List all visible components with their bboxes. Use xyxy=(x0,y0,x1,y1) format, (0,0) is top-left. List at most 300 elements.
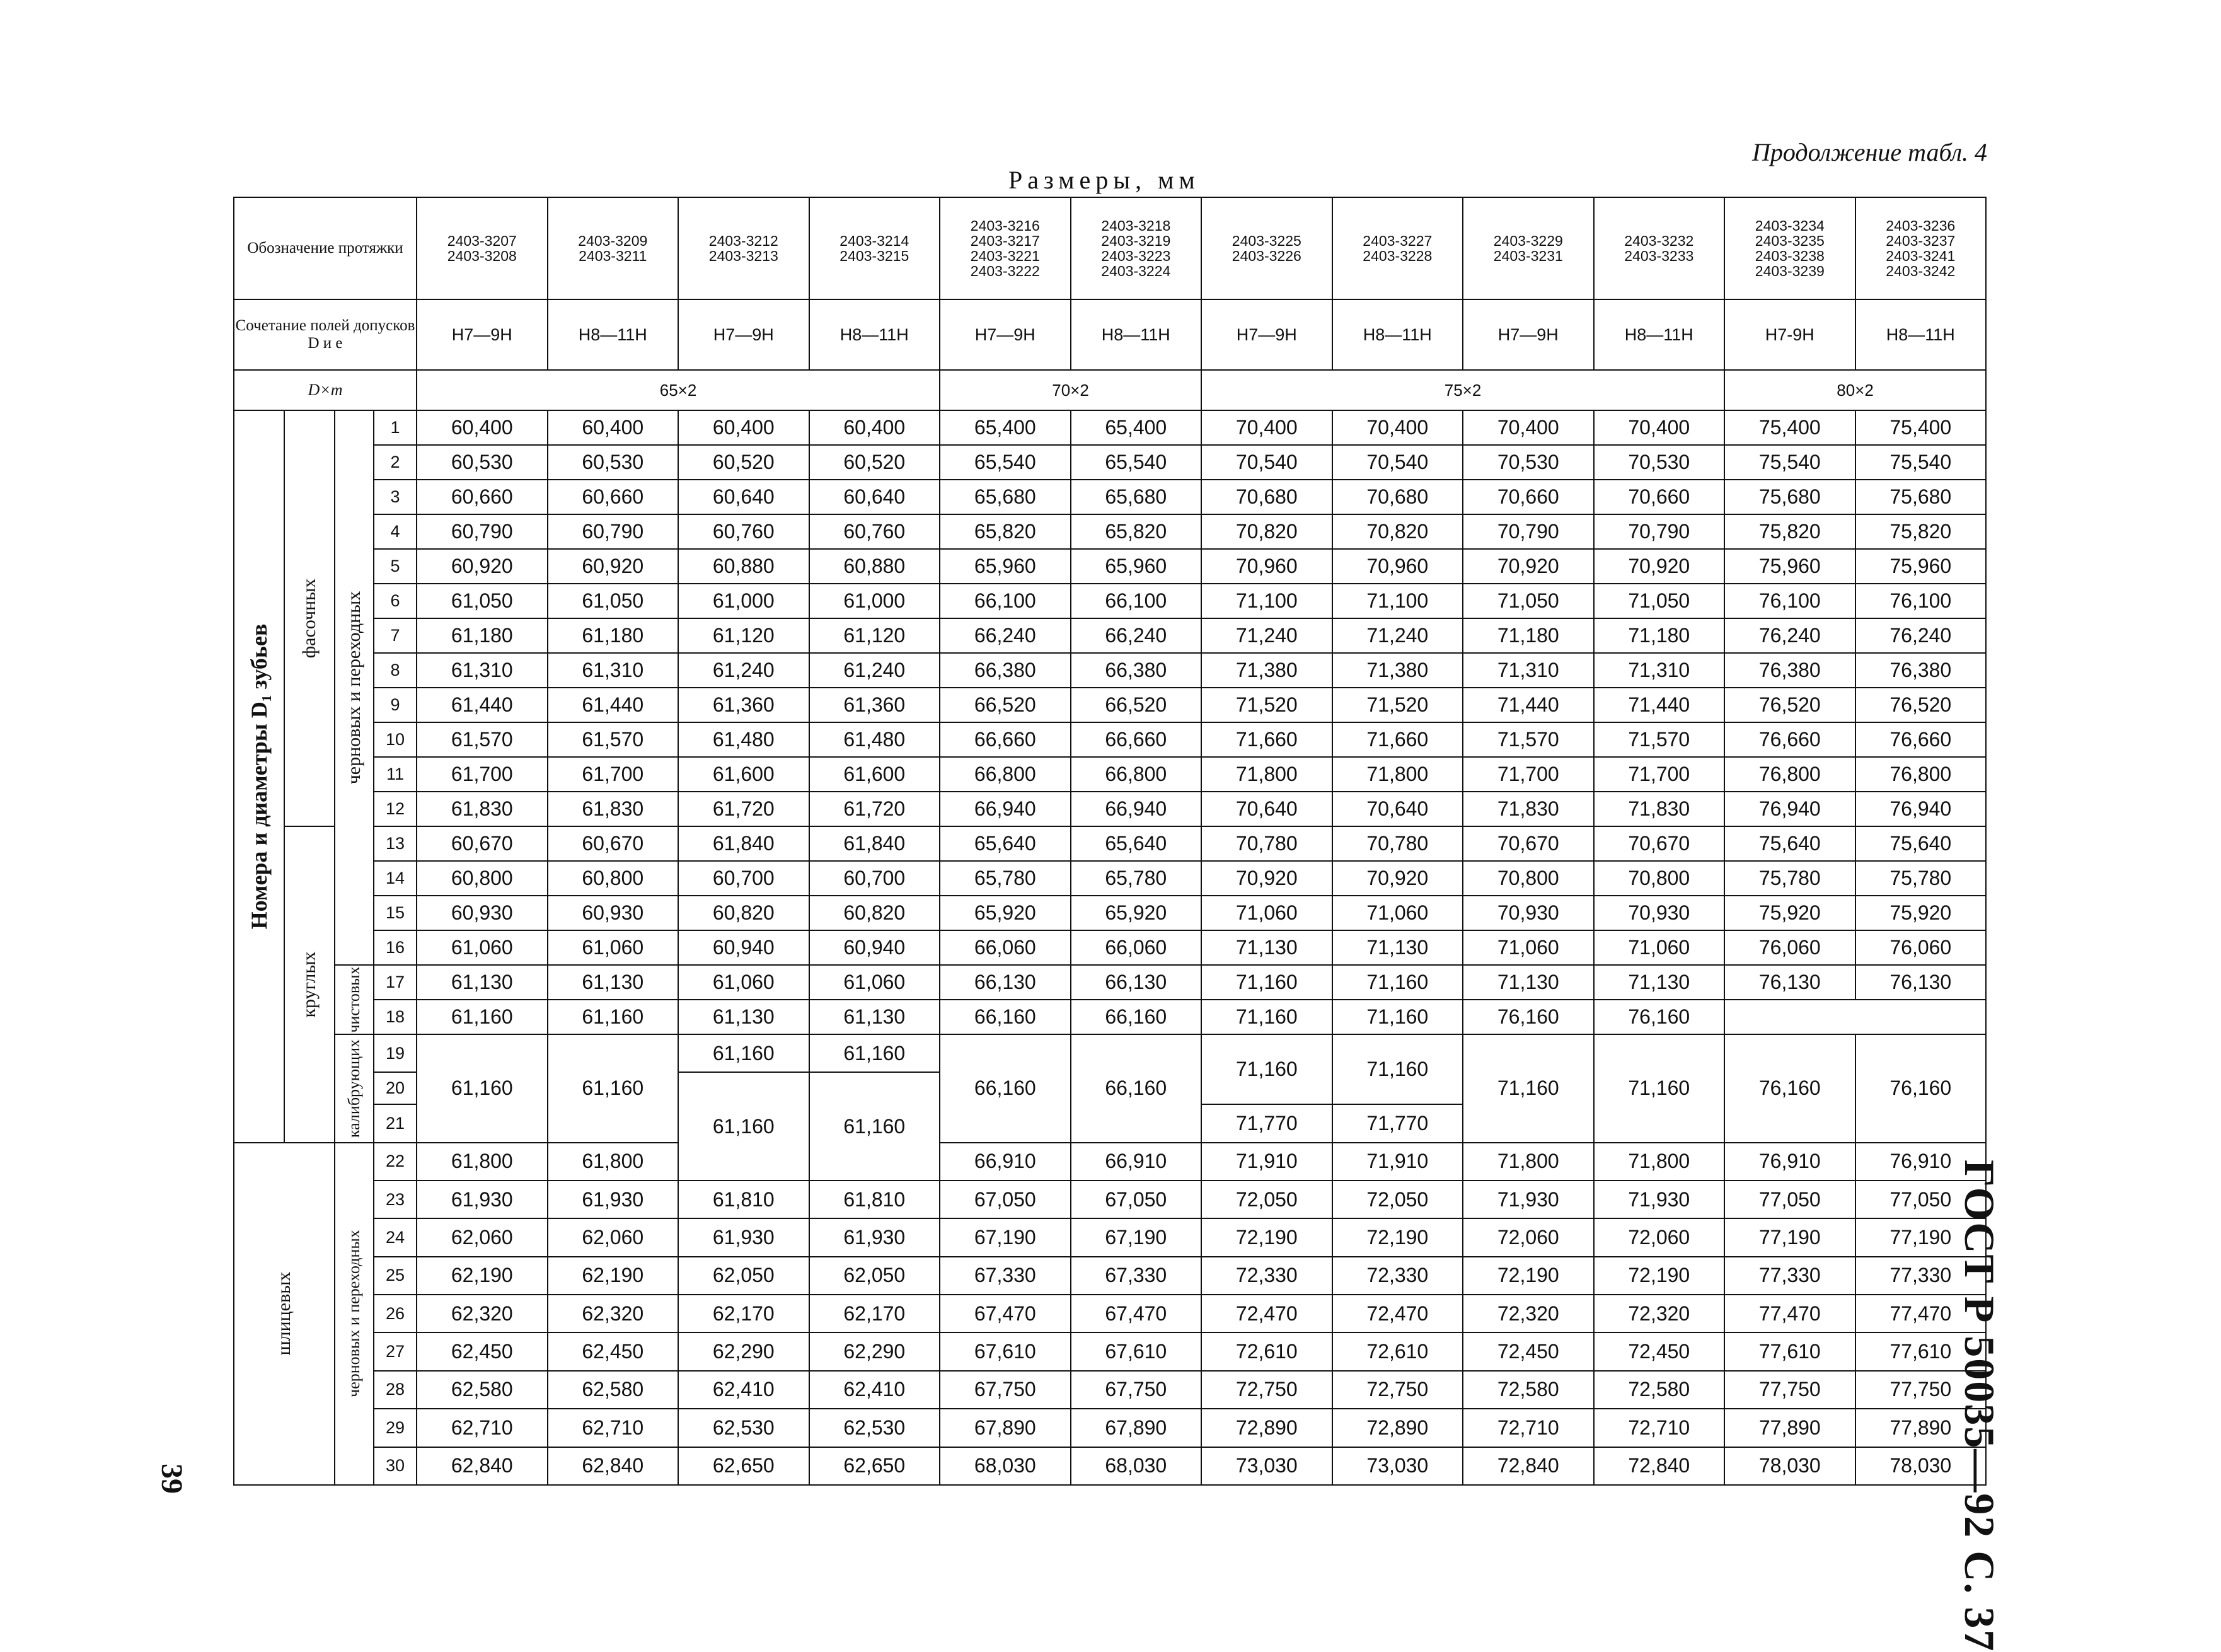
table-row xyxy=(234,826,1986,861)
diameter-value: 71,180 xyxy=(1463,618,1594,653)
diameter-value: 61,930 xyxy=(548,1181,679,1218)
fit-cell: H8—11H xyxy=(1855,299,1987,370)
diameter-value: 62,650 xyxy=(809,1447,940,1486)
diameter-value: 72,580 xyxy=(1463,1371,1594,1409)
tooth-number: 19 xyxy=(374,1034,417,1072)
diameter-value: 66,100 xyxy=(940,584,1071,618)
diameter-value: 61,930 xyxy=(809,1218,940,1256)
diameter-value: 65,640 xyxy=(1071,826,1202,861)
diameter-value: 66,380 xyxy=(940,653,1071,688)
diameter-value: 62,050 xyxy=(678,1257,809,1295)
diameter-value: 77,890 xyxy=(1855,1409,1987,1447)
diameter-value: 66,380 xyxy=(1071,653,1202,688)
diameter-value: 71,770 xyxy=(1332,1104,1463,1142)
diameter-value: 70,660 xyxy=(1594,480,1725,514)
diameter-value: 71,800 xyxy=(1463,1143,1594,1181)
diameter-value: 67,750 xyxy=(1071,1371,1202,1409)
diameter-value: 62,170 xyxy=(809,1295,940,1332)
diameter-value: 61,930 xyxy=(678,1218,809,1256)
diameter-value: 65,920 xyxy=(1071,896,1202,930)
diameter-value: 62,450 xyxy=(548,1332,679,1370)
diameter-value: 60,760 xyxy=(678,514,809,549)
diameter-value: 65,920 xyxy=(940,896,1071,930)
diameter-value: 68,030 xyxy=(940,1447,1071,1486)
calibrating-label-text: калибрующих xyxy=(345,1039,363,1138)
diameter-value: 60,670 xyxy=(417,826,548,861)
diameter-value: 61,810 xyxy=(809,1181,940,1218)
diameter-value: 72,840 xyxy=(1594,1447,1725,1486)
table-row xyxy=(234,618,1986,653)
diameter-value: 62,060 xyxy=(417,1218,548,1256)
diameter-value: 70,640 xyxy=(1332,792,1463,826)
diameter-value: 71,130 xyxy=(1463,965,1594,1000)
fit-cell: H8—11H xyxy=(1332,299,1463,370)
diameter-value: 61,050 xyxy=(417,584,548,618)
diameter-value: 72,750 xyxy=(1201,1371,1332,1409)
diameter-value: 72,320 xyxy=(1463,1295,1594,1332)
diameter-value: 62,650 xyxy=(678,1447,809,1486)
diameter-value: 72,890 xyxy=(1201,1409,1332,1447)
diameter-value: 62,060 xyxy=(548,1218,679,1256)
diameter-value: 72,610 xyxy=(1332,1332,1463,1370)
diameter-value: 62,710 xyxy=(548,1409,679,1447)
dm-group-cell: 70×2 xyxy=(940,370,1201,410)
table-row xyxy=(234,410,1986,445)
table-row xyxy=(234,1034,1986,1072)
designation-cell: 2403-3234 2403-3235 2403-3238 2403-3239 xyxy=(1724,197,1855,299)
table-row xyxy=(234,965,1986,1000)
diameter-value: 71,700 xyxy=(1463,757,1594,792)
diameter-value: 62,290 xyxy=(678,1332,809,1370)
diameter-value: 70,960 xyxy=(1201,549,1332,584)
diameter-value: 61,180 xyxy=(548,618,679,653)
diameter-value: 70,680 xyxy=(1332,480,1463,514)
diameter-value: 76,240 xyxy=(1724,618,1855,653)
diameter-value: 60,790 xyxy=(548,514,679,549)
dm-group-cell: 65×2 xyxy=(417,370,940,410)
diameter-value: 66,060 xyxy=(940,930,1071,965)
diameter-value: 67,470 xyxy=(940,1295,1071,1332)
diameter-value: 60,700 xyxy=(809,861,940,896)
diameter-value: 70,790 xyxy=(1594,514,1725,549)
diameter-value: 61,600 xyxy=(809,757,940,792)
diameter-value: 70,540 xyxy=(1332,445,1463,480)
diameter-value: 77,330 xyxy=(1855,1257,1987,1295)
diameter-value: 77,750 xyxy=(1855,1371,1987,1409)
diameter-value: 76,160 xyxy=(1463,1000,1594,1034)
designation-cell: 2403-3212 2403-3213 xyxy=(678,197,809,299)
diameter-value: 62,710 xyxy=(417,1409,548,1447)
table-row xyxy=(234,549,1986,584)
tooth-number: 17 xyxy=(374,965,417,1000)
diameter-value: 60,700 xyxy=(678,861,809,896)
diameter-value: 70,800 xyxy=(1463,861,1594,896)
dm-group-cell: 75×2 xyxy=(1201,370,1724,410)
diameter-value: 72,750 xyxy=(1332,1371,1463,1409)
tooth-number: 12 xyxy=(374,792,417,826)
diameter-value: 62,410 xyxy=(678,1371,809,1409)
diameter-value: 60,920 xyxy=(417,549,548,584)
diameter-value: 71,310 xyxy=(1594,653,1725,688)
diameter-value: 71,700 xyxy=(1594,757,1725,792)
diameter-value: 62,290 xyxy=(809,1332,940,1370)
diameter-value: 72,190 xyxy=(1201,1218,1332,1256)
diameter-value: 70,530 xyxy=(1463,445,1594,480)
diameter-value: 75,640 xyxy=(1724,826,1855,861)
diameter-value: 71,910 xyxy=(1201,1143,1332,1181)
diameter-value: 62,530 xyxy=(678,1409,809,1447)
diameter-value: 75,540 xyxy=(1855,445,1987,480)
diameter-value: 71,060 xyxy=(1463,930,1594,965)
diameter-value: 61,840 xyxy=(678,826,809,861)
diameter-value: 70,930 xyxy=(1594,896,1725,930)
diameter-value: 75,820 xyxy=(1724,514,1855,549)
diameter-value: 61,060 xyxy=(417,930,548,965)
diameter-value: 75,400 xyxy=(1724,410,1855,445)
diameter-value: 61,360 xyxy=(809,688,940,722)
diameter-value: 67,890 xyxy=(1071,1409,1202,1447)
diameter-value: 66,130 xyxy=(940,965,1071,1000)
diameter-value: 62,050 xyxy=(809,1257,940,1295)
tooth-number: 16 xyxy=(374,930,417,965)
designation-row xyxy=(234,197,1986,299)
diameter-value: 71,050 xyxy=(1594,584,1725,618)
tooth-number: 25 xyxy=(374,1257,417,1295)
diameter-value: 65,780 xyxy=(940,861,1071,896)
table-row xyxy=(234,1409,1986,1447)
diameter-value: 76,130 xyxy=(1724,965,1855,1000)
diameter-value: 61,160 xyxy=(417,1034,548,1143)
diameter-value: 71,520 xyxy=(1332,688,1463,722)
diameter-value: 65,540 xyxy=(1071,445,1202,480)
tooth-number: 8 xyxy=(374,653,417,688)
diameter-value: 66,800 xyxy=(1071,757,1202,792)
table-row xyxy=(234,792,1986,826)
diameter-value: 70,680 xyxy=(1201,480,1332,514)
standard-side-label: ГОСТ Р 50035—92 С. 37 xyxy=(1956,1160,2004,1652)
diameter-value: 75,400 xyxy=(1855,410,1987,445)
diameter-value: 61,060 xyxy=(809,965,940,1000)
diameter-value: 65,820 xyxy=(1071,514,1202,549)
tooth-number: 9 xyxy=(374,688,417,722)
diameter-value: 71,240 xyxy=(1201,618,1332,653)
fit-row xyxy=(234,299,1986,370)
diameter-value: 77,330 xyxy=(1724,1257,1855,1295)
diameter-value: 66,660 xyxy=(940,722,1071,757)
diameter-value: 62,190 xyxy=(417,1257,548,1295)
diameter-value: 65,780 xyxy=(1071,861,1202,896)
diameter-value: 68,030 xyxy=(1071,1447,1202,1486)
table-row xyxy=(234,1295,1986,1332)
table-row xyxy=(234,653,1986,688)
diameter-value: 60,820 xyxy=(678,896,809,930)
table-row xyxy=(234,1000,1986,1034)
designation-label: Обозначение протяжки xyxy=(234,197,417,299)
diameter-value: 71,380 xyxy=(1201,653,1332,688)
diameter-value: 60,940 xyxy=(809,930,940,965)
diameter-value: 61,700 xyxy=(417,757,548,792)
diameter-value: 72,470 xyxy=(1201,1295,1332,1332)
diameter-value: 61,700 xyxy=(548,757,679,792)
tooth-number: 29 xyxy=(374,1409,417,1447)
diameter-value: 61,060 xyxy=(548,930,679,965)
tooth-number: 10 xyxy=(374,722,417,757)
diameter-value: 65,960 xyxy=(940,549,1071,584)
diameter-value: 61,120 xyxy=(809,618,940,653)
diameter-value: 61,180 xyxy=(417,618,548,653)
table-row xyxy=(234,757,1986,792)
diameter-value: 60,790 xyxy=(417,514,548,549)
diameter-value: 66,910 xyxy=(1071,1143,1202,1181)
diameter-value: 67,330 xyxy=(940,1257,1071,1295)
diameter-value: 75,960 xyxy=(1855,549,1987,584)
diameter-value: 77,050 xyxy=(1855,1181,1987,1218)
diameter-value: 62,320 xyxy=(548,1295,679,1332)
diameter-value: 77,470 xyxy=(1855,1295,1987,1332)
tooth-number: 1 xyxy=(374,410,417,445)
diameter-value: 77,610 xyxy=(1855,1332,1987,1370)
diameter-value: 60,400 xyxy=(548,410,679,445)
fit-cell: H7—9H xyxy=(1463,299,1594,370)
diameter-value: 65,680 xyxy=(1071,480,1202,514)
diameter-value: 67,610 xyxy=(940,1332,1071,1370)
fit-label: Сочетание полей допусков D и e xyxy=(234,299,417,370)
diameter-value: 71,240 xyxy=(1332,618,1463,653)
diameter-value: 71,180 xyxy=(1594,618,1725,653)
table-row xyxy=(234,1143,1986,1181)
diameter-value: 72,190 xyxy=(1594,1257,1725,1295)
diameter-value: 61,160 xyxy=(417,1000,548,1034)
round-label-text: круглых xyxy=(299,951,320,1018)
diameter-value: 70,400 xyxy=(1201,410,1332,445)
diameter-value: 76,940 xyxy=(1724,792,1855,826)
diameter-value: 76,910 xyxy=(1724,1143,1855,1181)
diameter-value: 75,540 xyxy=(1724,445,1855,480)
table-row xyxy=(234,445,1986,480)
fit-cell: H7—9H xyxy=(1201,299,1332,370)
diameter-value: 71,160 xyxy=(1201,1034,1332,1104)
diameter-value: 71,160 xyxy=(1332,1000,1463,1034)
diameter-value: 65,820 xyxy=(940,514,1071,549)
fit-cell: H7-9H xyxy=(1724,299,1855,370)
shaped-label xyxy=(284,410,335,826)
diameter-value: 65,400 xyxy=(940,410,1071,445)
diameter-value: 66,240 xyxy=(1071,618,1202,653)
diameter-value: 77,050 xyxy=(1724,1181,1855,1218)
diameter-value: 60,400 xyxy=(678,410,809,445)
dm-row xyxy=(234,370,1986,410)
diameter-value: 71,830 xyxy=(1594,792,1725,826)
diameter-value: 76,380 xyxy=(1724,653,1855,688)
tooth-number: 30 xyxy=(374,1447,417,1486)
diameter-value: 62,580 xyxy=(417,1371,548,1409)
diameter-value: 60,640 xyxy=(809,480,940,514)
diameter-value: 61,800 xyxy=(417,1143,548,1181)
diameter-value: 66,240 xyxy=(940,618,1071,653)
diameter-value: 66,060 xyxy=(1071,930,1202,965)
table-row xyxy=(234,1218,1986,1256)
table-row xyxy=(234,1332,1986,1370)
diameter-value: 71,660 xyxy=(1201,722,1332,757)
diameter-value: 61,000 xyxy=(678,584,809,618)
diameter-value: 71,800 xyxy=(1201,757,1332,792)
diameter-value: 72,190 xyxy=(1332,1218,1463,1256)
diameter-value: 72,450 xyxy=(1463,1332,1594,1370)
diameter-value: 60,930 xyxy=(548,896,679,930)
diameter-value: 65,960 xyxy=(1071,549,1202,584)
diameter-value: 61,440 xyxy=(417,688,548,722)
diameter-value: 61,840 xyxy=(809,826,940,861)
diameter-value: 61,050 xyxy=(548,584,679,618)
tooth-number: 26 xyxy=(374,1295,417,1332)
shaped-label-text: фасочных xyxy=(299,578,320,659)
diameter-value: 72,050 xyxy=(1332,1181,1463,1218)
designation-cell: 2403-3209 2403-3211 xyxy=(548,197,679,299)
diameter-value: 60,800 xyxy=(548,861,679,896)
diameter-value: 72,710 xyxy=(1463,1409,1594,1447)
diameter-value: 70,400 xyxy=(1463,410,1594,445)
diameter-value: 70,820 xyxy=(1201,514,1332,549)
diameter-value: 76,160 xyxy=(1855,1034,1987,1143)
diameter-value: 72,050 xyxy=(1201,1181,1332,1218)
diameter-value: 71,310 xyxy=(1463,653,1594,688)
diameter-value: 70,920 xyxy=(1332,861,1463,896)
diameter-value: 66,160 xyxy=(940,1000,1071,1034)
diameter-value: 71,160 xyxy=(1594,1034,1725,1143)
diameter-value: 70,920 xyxy=(1201,861,1332,896)
diameter-value: 75,820 xyxy=(1855,514,1987,549)
table-row xyxy=(234,514,1986,549)
diameter-value: 77,610 xyxy=(1724,1332,1855,1370)
tooth-number: 6 xyxy=(374,584,417,618)
diameter-value: 72,320 xyxy=(1594,1295,1725,1332)
diameter-value: 76,380 xyxy=(1855,653,1987,688)
diameter-value: 61,810 xyxy=(678,1181,809,1218)
diameter-value: 61,120 xyxy=(678,618,809,653)
table-row xyxy=(234,1181,1986,1218)
diameter-value: 65,540 xyxy=(940,445,1071,480)
diameter-value: 71,050 xyxy=(1463,584,1594,618)
dm-label: D×m xyxy=(234,370,417,410)
diameter-value: 61,440 xyxy=(548,688,679,722)
diameter-value: 78,030 xyxy=(1855,1447,1987,1486)
designation-cell: 2403-3216 2403-3217 2403-3221 2403-3222 xyxy=(940,197,1071,299)
diameter-value: 70,780 xyxy=(1332,826,1463,861)
fit-cell: H8—11H xyxy=(809,299,940,370)
diameter-value: 72,840 xyxy=(1463,1447,1594,1486)
diameter-value: 72,190 xyxy=(1463,1257,1594,1295)
finishing-label xyxy=(335,965,374,1034)
tooth-number: 14 xyxy=(374,861,417,896)
diameter-value: 75,680 xyxy=(1855,480,1987,514)
diameter-value: 70,530 xyxy=(1594,445,1725,480)
diameter-value: 60,880 xyxy=(678,549,809,584)
diameter-value: 72,710 xyxy=(1594,1409,1725,1447)
diameter-value: 61,480 xyxy=(809,722,940,757)
diameter-value: 76,130 xyxy=(1855,965,1987,1000)
diameter-value: 71,910 xyxy=(1332,1143,1463,1181)
diameter-value: 71,130 xyxy=(1201,930,1332,965)
diameter-value: 77,470 xyxy=(1724,1295,1855,1332)
diameter-value: 71,440 xyxy=(1594,688,1725,722)
tooth-number: 23 xyxy=(374,1181,417,1218)
diameter-value: 77,190 xyxy=(1855,1218,1987,1256)
table-row xyxy=(234,722,1986,757)
designation-cell: 2403-3227 2403-3228 xyxy=(1332,197,1463,299)
tooth-number: 24 xyxy=(374,1218,417,1256)
designation-cell: 2403-3214 2403-3215 xyxy=(809,197,940,299)
diameter-value: 76,520 xyxy=(1855,688,1987,722)
diameter-value: 61,930 xyxy=(417,1181,548,1218)
tooth-number: 2 xyxy=(374,445,417,480)
diameter-value: 71,520 xyxy=(1201,688,1332,722)
diameter-value: 61,600 xyxy=(678,757,809,792)
page-number: 39 xyxy=(155,1464,188,1494)
tooth-number: 20 xyxy=(374,1072,417,1104)
diameter-value: 77,190 xyxy=(1724,1218,1855,1256)
diameter-value: 61,130 xyxy=(809,1000,940,1034)
diameter-value: 71,100 xyxy=(1201,584,1332,618)
diameter-value: 70,800 xyxy=(1594,861,1725,896)
diameter-value: 67,470 xyxy=(1071,1295,1202,1332)
diameter-value: 65,400 xyxy=(1071,410,1202,445)
diameter-value: 60,920 xyxy=(548,549,679,584)
designation-cell: 2403-3225 2403-3226 xyxy=(1201,197,1332,299)
diameter-value: 60,760 xyxy=(809,514,940,549)
diameter-value: 76,240 xyxy=(1855,618,1987,653)
diameter-value: 76,940 xyxy=(1855,792,1987,826)
diameter-value: 67,050 xyxy=(1071,1181,1202,1218)
diameter-value: 75,920 xyxy=(1855,896,1987,930)
diameter-value: 61,800 xyxy=(548,1143,679,1181)
diameter-value: 66,160 xyxy=(1071,1000,1202,1034)
diameter-value: 70,640 xyxy=(1201,792,1332,826)
diameter-value: 61,240 xyxy=(809,653,940,688)
diameter-value: 70,960 xyxy=(1332,549,1463,584)
table-row xyxy=(234,861,1986,896)
diameter-value: 62,450 xyxy=(417,1332,548,1370)
diameter-value xyxy=(1724,1000,1986,1034)
diameter-value: 71,770 xyxy=(1201,1104,1332,1142)
finishing-label-text: чистовых xyxy=(345,966,363,1033)
diameter-value: 70,540 xyxy=(1201,445,1332,480)
diameter-value: 67,190 xyxy=(1071,1218,1202,1256)
diameter-value: 70,400 xyxy=(1332,410,1463,445)
diameter-value: 66,100 xyxy=(1071,584,1202,618)
diameter-value: 72,470 xyxy=(1332,1295,1463,1332)
diameter-value: 60,820 xyxy=(809,896,940,930)
diameter-value: 72,890 xyxy=(1332,1409,1463,1447)
tooth-number: 27 xyxy=(374,1332,417,1370)
dimensions-title: Размеры, мм xyxy=(1008,166,1200,194)
diameter-value: 65,680 xyxy=(940,480,1071,514)
fit-cell: H8—11H xyxy=(1594,299,1725,370)
fit-cell: H7—9H xyxy=(678,299,809,370)
diameter-value: 62,840 xyxy=(417,1447,548,1486)
diameter-value: 76,800 xyxy=(1724,757,1855,792)
diameter-value: 71,060 xyxy=(1594,930,1725,965)
fit-cell: H7—9H xyxy=(940,299,1071,370)
diameter-value: 77,890 xyxy=(1724,1409,1855,1447)
diameter-value: 75,920 xyxy=(1724,896,1855,930)
table-row xyxy=(234,1257,1986,1295)
diameter-value: 60,800 xyxy=(417,861,548,896)
diameter-value: 61,060 xyxy=(678,965,809,1000)
diameter-value: 76,100 xyxy=(1855,584,1987,618)
diameter-value: 62,170 xyxy=(678,1295,809,1332)
diameter-value: 66,940 xyxy=(1071,792,1202,826)
diameter-value: 61,130 xyxy=(678,1000,809,1034)
